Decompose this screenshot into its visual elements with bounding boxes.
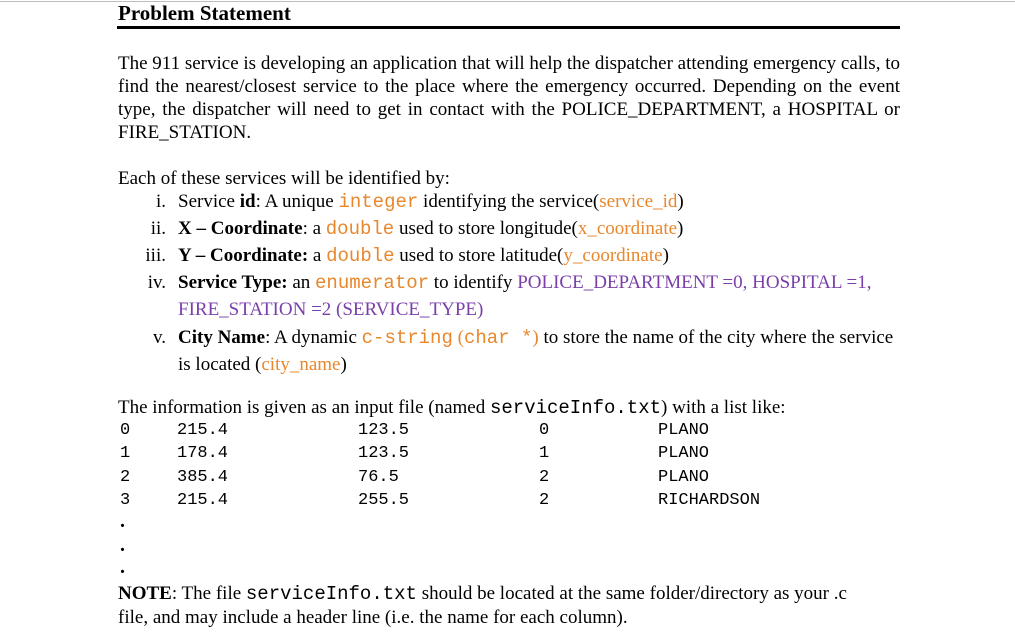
- item-rest: : A unique: [255, 191, 339, 212]
- cell-y: 123.5: [358, 421, 410, 440]
- services-intro: Each of these services will be identified by:: [118, 168, 450, 189]
- input-intro-post: ) with a list like:: [661, 397, 786, 418]
- cell-id: 0: [120, 421, 131, 440]
- cell-x: 385.4: [177, 468, 229, 487]
- item-bold: Y – Coordinate:: [178, 245, 309, 266]
- item-after: to identify: [429, 272, 518, 293]
- note-pre: : The file: [171, 583, 246, 604]
- item-after: used to store longitude(: [394, 218, 578, 239]
- item-rest: a: [308, 245, 327, 266]
- item-close: ): [662, 245, 669, 266]
- item-bold: id: [239, 191, 256, 212]
- item-rest: an: [287, 272, 316, 293]
- list-item-text: [178, 188, 903, 216]
- list-item-text: [178, 269, 903, 297]
- table-row: [118, 444, 918, 467]
- item-bold: City Name: [178, 327, 266, 348]
- item-code: enumerator: [315, 272, 430, 294]
- cell-city: RICHARDSON: [658, 491, 761, 510]
- item-field: service_id: [599, 191, 678, 212]
- cell-id: 2: [120, 468, 131, 487]
- item-code2: char *: [463, 327, 533, 349]
- cell-city: PLANO: [658, 421, 710, 440]
- enum-values-line2: FIRE_STATION =2 (SERVICE_TYPE): [178, 299, 484, 320]
- cell-city: PLANO: [658, 444, 710, 463]
- item-lead: Service: [178, 191, 240, 212]
- item-close: ): [677, 191, 684, 212]
- table-row: [118, 468, 918, 491]
- note-line2: file, and may include a header line (i.e. the name for each column).: [118, 607, 628, 628]
- item-field: y_coordinate: [563, 245, 663, 266]
- list-item-text: [178, 242, 903, 270]
- ellipsis-dot: .: [120, 534, 125, 556]
- list-number: i.: [155, 191, 166, 212]
- item-after: used to store latitude(: [394, 245, 564, 266]
- item-field: city_name: [261, 354, 341, 375]
- ellipsis-dot: .: [120, 510, 125, 532]
- list-item-text: [178, 324, 903, 352]
- cell-type: 1: [539, 444, 550, 463]
- note-paragraph: [118, 582, 900, 630]
- item-close: ): [677, 218, 684, 239]
- ellipsis-dot: .: [120, 556, 125, 578]
- item-after: identifying the service(: [418, 191, 600, 212]
- table-row: [118, 421, 918, 444]
- cell-id: 3: [120, 491, 131, 510]
- cell-y: 123.5: [358, 444, 410, 463]
- title-underline: [117, 26, 900, 29]
- intro-paragraph: The 911 service is developing an application that will help the dispatcher attending emergency calls, to find the nearest/closest service to the place where the emergency occurred. Depending on the event type, the dispatcher will need to get in contact with the POLICE_DEPARTMENT, a HOSPITAL or FIRE_STATION.: [118, 53, 900, 143]
- list-number: ii.: [150, 218, 166, 239]
- item-field: x_coordinate: [577, 218, 678, 239]
- item-after: to store the name of the city where the service: [538, 327, 894, 348]
- cell-x: 215.4: [177, 421, 229, 440]
- item-rest: : a: [302, 218, 326, 239]
- note-post: should be located at the same folder/directory as your .c: [416, 583, 847, 604]
- item-line2-pre: is located (: [178, 354, 262, 375]
- list-item-text: [178, 215, 903, 243]
- cell-y: 255.5: [358, 491, 410, 510]
- cell-x: 178.4: [177, 444, 229, 463]
- list-number: iv.: [147, 272, 166, 293]
- page-title: Problem Statement: [118, 1, 291, 25]
- item-code: integer: [338, 191, 419, 213]
- list-item-service-type-cont: [178, 296, 483, 323]
- cell-id: 1: [120, 444, 131, 463]
- cell-type: 2: [539, 491, 550, 510]
- list-item-city-name-cont: [178, 351, 347, 378]
- item-code: double: [325, 218, 395, 240]
- enum-values-line1: POLICE_DEPARTMENT =0, HOSPITAL =1,: [517, 272, 872, 293]
- cell-x: 215.4: [177, 491, 229, 510]
- cell-type: 2: [539, 468, 550, 487]
- item-paren-open: (: [452, 327, 464, 348]
- cell-city: PLANO: [658, 468, 710, 487]
- item-rest: : A dynamic: [265, 327, 362, 348]
- item-code: c-string: [361, 327, 453, 349]
- table-row: [118, 491, 918, 514]
- item-close: ): [340, 354, 347, 375]
- note-file-name: serviceInfo.txt: [245, 583, 417, 605]
- item-bold: Service Type:: [178, 272, 288, 293]
- input-file-name: serviceInfo.txt: [489, 397, 662, 419]
- input-intro-pre: The information is given as an input file (named: [118, 397, 490, 418]
- list-number: iii.: [145, 245, 166, 266]
- cell-y: 76.5: [358, 468, 399, 487]
- item-code: double: [326, 245, 395, 267]
- cell-type: 0: [539, 421, 550, 440]
- item-paren-close: ): [532, 327, 539, 348]
- list-number: v.: [152, 327, 166, 348]
- input-intro: [118, 396, 900, 420]
- note-label: NOTE: [118, 583, 172, 604]
- item-bold: X – Coordinate: [178, 218, 303, 239]
